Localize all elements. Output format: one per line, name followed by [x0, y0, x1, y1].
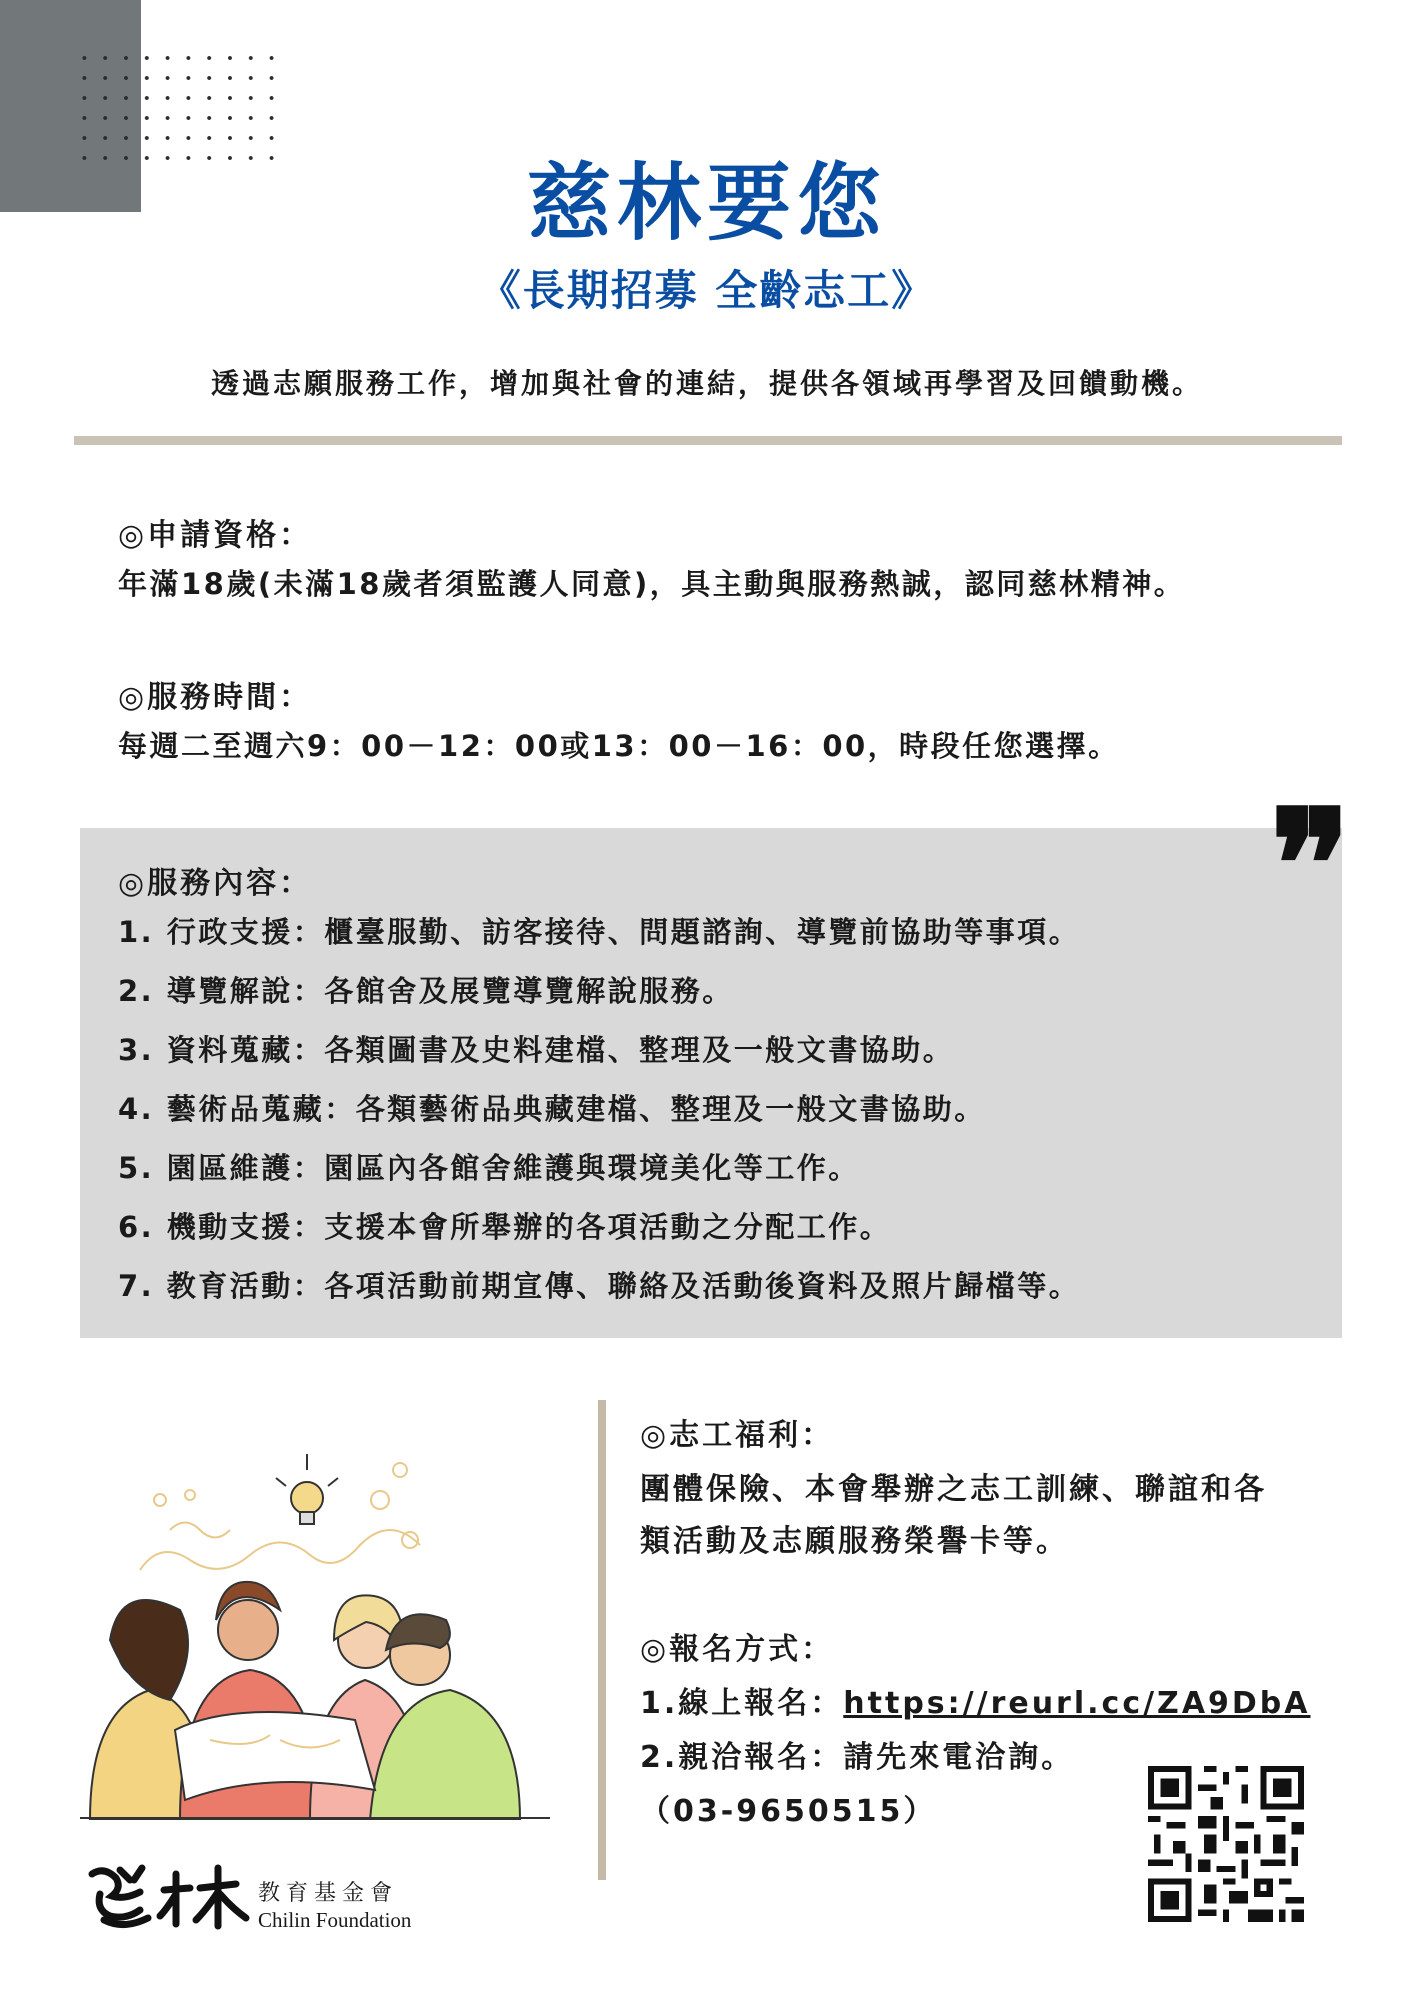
signup-online-label: 1.線上報名：	[640, 1686, 844, 1721]
benefits-line-1: 團體保險、本會舉辦之志工訓練、聯誼和各	[640, 1472, 1267, 1507]
logo-name-zh: 教育基金會	[258, 1881, 399, 1906]
services-list	[118, 912, 1080, 1325]
list-item: 6. 機動支援：支援本會所舉辦的各項活動之分配工作。	[118, 1210, 892, 1244]
intro-text: 透過志願服務工作，增加與社會的連結，提供各領域再學習及回饋動機。	[210, 367, 1203, 400]
list-item: 7. 教育活動：各項活動前期宣傳、聯絡及活動後資料及照片歸檔等。	[118, 1269, 1081, 1303]
page-subtitle: 《長期招募 全齡志工》	[478, 266, 936, 315]
volunteers-illustration	[80, 1440, 550, 1820]
hours-text: 每週二至週六9：00－12：00或13：00－16：00，時段任您選擇。	[118, 729, 1120, 763]
logo-name-en: Chilin Foundation	[258, 1908, 412, 1932]
eligibility-text: 年滿18歲(未滿18歲者須監護人同意)，具主動與服務熱誠，認同慈林精神。	[118, 567, 1186, 601]
list-item: 2. 導覽解說：各館舍及展覽導覽解說服務。	[118, 974, 734, 1008]
benefits-line-2: 類活動及志願服務榮譽卡等。	[640, 1524, 1069, 1559]
page-title: 慈林要您	[526, 154, 887, 252]
quote-mark-icon: ❞	[1270, 777, 1351, 953]
vertical-divider	[598, 1400, 606, 1880]
signup-online	[640, 1678, 1311, 1722]
signup-url-link[interactable]: https://reurl.cc/ZA9DbA	[843, 1686, 1311, 1721]
lightbulb-icon	[276, 1454, 338, 1524]
hours-heading: ◎服務時間：	[118, 680, 313, 715]
logo-mark	[84, 1860, 252, 1934]
qr-code[interactable]	[1148, 1766, 1304, 1922]
list-item: 4. 藝術品蒐藏：各類藝術品典藏建檔、整理及一般文書協助。	[118, 1092, 986, 1126]
signup-phone-label: 2.親洽報名：請先來電洽詢。	[640, 1740, 1075, 1775]
list-item: 1. 行政支援：櫃臺服勤、訪客接待、問題諮詢、導覽前協助等事項。	[118, 915, 1081, 949]
signup-heading: ◎報名方式：	[640, 1632, 835, 1667]
list-item: 5. 園區維護：園區內各館舍維護與環境美化等工作。	[118, 1151, 860, 1185]
divider-rule	[74, 436, 1342, 445]
logo-calligraphy-icon	[84, 1860, 252, 1934]
eligibility-heading: ◎申請資格：	[118, 518, 313, 553]
benefits-heading: ◎志工福利：	[640, 1418, 835, 1453]
services-heading: ◎服務內容：	[118, 866, 313, 901]
list-item: 3. 資料蒐藏：各類圖書及史料建檔、整理及一般文書協助。	[118, 1033, 955, 1067]
signup-phone: （03-9650515）	[640, 1794, 937, 1829]
